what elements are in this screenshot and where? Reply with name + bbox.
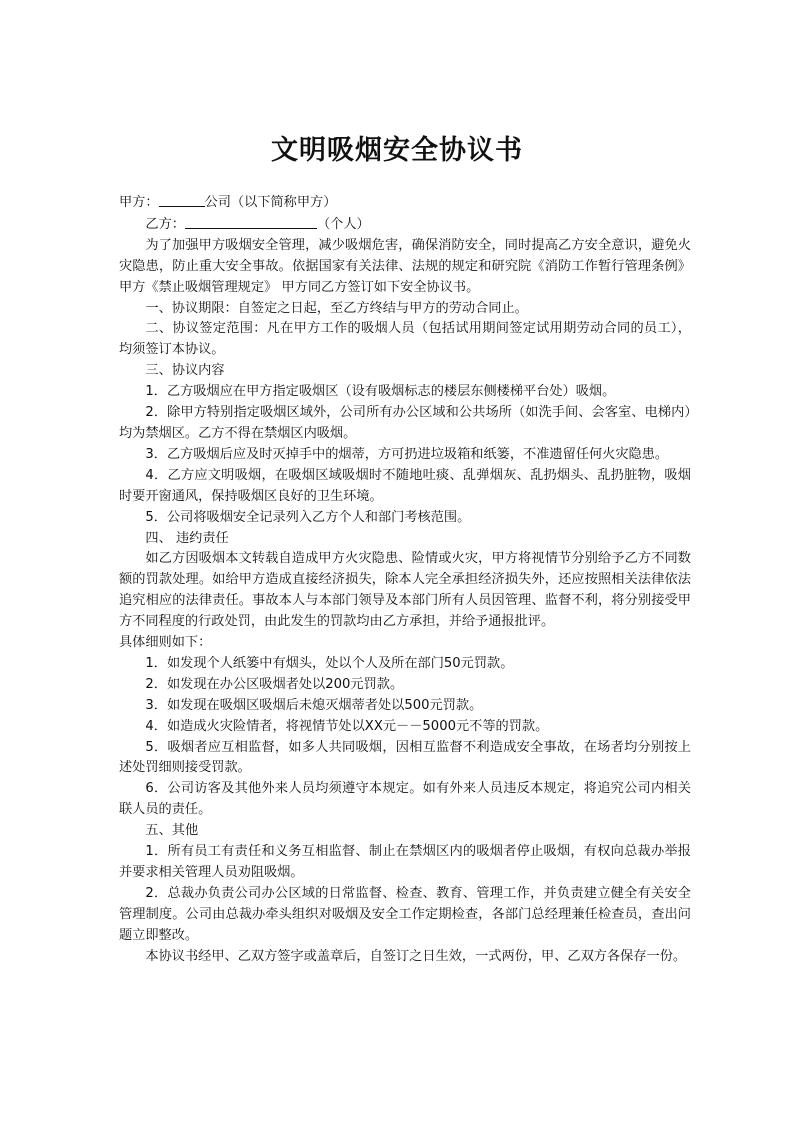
party-a-suffix: 公司（以下简称甲方） (204, 195, 337, 210)
party-a-blank (159, 192, 205, 207)
paragraph: 4．乙方应文明吸烟，在吸烟区域吸烟时不随地吐痰、乱弹烟灰、乱扔烟头、乱扔脏物，吸烟时要开窗通风，保持吸烟区良好的卫生环境。 (119, 467, 691, 504)
paragraph: 6．公司访客及其他外来人员均须遵守本规定。如有外来人员违反本规定，将追究公司内相关联人员的责任。 (119, 781, 691, 818)
paragraph: 5．公司将吸烟安全记录列入乙方个人和部门考核范围。 (145, 509, 471, 525)
paragraph: 1．如发现个人纸篓中有烟头，处以个人及所在部门50元罚款。 (145, 655, 514, 671)
section-heading-content: 三、协议内容 (145, 363, 225, 379)
paragraph: 5．吸烟者应互相监督，如多人共同吸烟，因相互监督不利造成安全事故，在场者均分别按上述处罚细则接受罚款。 (119, 739, 691, 776)
paragraph: 1．所有员工有责任和义务互相监督、制止在禁烟区内的吸烟者停止吸烟，有权向总裁办举报并要求相关管理人员劝阻吸烟。 (119, 844, 691, 880)
party-a-line (119, 192, 691, 214)
paragraph: 如乙方因吸烟本文转载自造成甲方火灾隐患、险情或火灾，甲方将视情节分别给予乙方不同数额的罚款处理。如给甲方造成直接经济损失，除本人完全承担经济损失外，还应按照相关法律依法追究相应的法律责任。事故本人与本部门领导及本部门所有人员因管理、监督不利，将分别接受甲方不同程度的行政处罚，由此发生的罚款均由乙方承担，并给予通报批评。 (119, 551, 691, 630)
party-a-prefix: 甲方： (119, 195, 159, 210)
party-b-line (119, 214, 691, 236)
paragraph: 1．乙方吸烟应在甲方指定吸烟区（设有吸烟标志的楼层东侧楼梯平台处）吸烟。 (145, 384, 616, 400)
paragraph: 2．除甲方特别指定吸烟区域外，公司所有办公区域和公共场所（如洗手间、会客室、电梯内）均为禁烟区。乙方不得在禁烟区内吸烟。 (119, 405, 691, 441)
section-heading-liability: 四、 违约责任 (145, 530, 229, 546)
paragraph: 2．总裁办负责公司办公区域的日常监督、检查、教育、管理工作，并负责建立健全有关安全管理制度。公司由总裁办牵头组织对吸烟及安全工作定期检查，各部门总经理兼任检查员，查出问题立即整改。 (119, 885, 691, 943)
document-title: 文明吸烟安全协议书 (271, 135, 523, 166)
paragraph: 3．乙方吸烟后应及时灭掉手中的烟蒂，方可扔进垃圾箱和纸篓，不准遗留任何火灾隐患。 (145, 446, 669, 462)
paragraph-intro: 为了加强甲方吸烟安全管理，减少吸烟危害，确保消防安全，同时提高乙方安全意识，避免火灾隐患，防止重大安全事故。依据国家有关法律、法规的规定和研究院《消防工作暂行管理条例》 甲方《禁止吸烟管理规定》 甲方同乙方签订如下安全协议书。 (119, 237, 691, 295)
paragraph-term: 一、协议期限：自签定之日起，至乙方终结与甲方的劳动合同止。 (145, 300, 528, 316)
paragraph: 2．如发现在办公区吸烟者处以200元罚款。 (145, 676, 404, 692)
paragraph: 3．如发现在吸烟区吸烟后未熄灭烟蒂者处以500元罚款。 (145, 697, 483, 713)
paragraph-closing: 本协议书经甲、乙双方签字或盖章后，自签订之日生效，一式两份，甲、乙双方各保存一份。 (145, 948, 687, 964)
document-body (119, 192, 691, 968)
party-b-blank (185, 214, 317, 229)
party-b-prefix: 乙方： (145, 216, 185, 232)
section-heading-other: 五、其他 (145, 823, 199, 839)
paragraph-rules-heading: 具体细则如下： (119, 635, 212, 651)
paragraph-scope: 二、协议签定范围：凡在甲方工作的吸烟人员（包括试用期间签定试用期劳动合同的员工），均须签订本协议。 (119, 321, 691, 358)
paragraph: 4．如造成火灾险情者，将视情节处以XX元－－5000元不等的罚款。 (145, 718, 549, 734)
party-b-suffix: （个人） (316, 216, 370, 232)
